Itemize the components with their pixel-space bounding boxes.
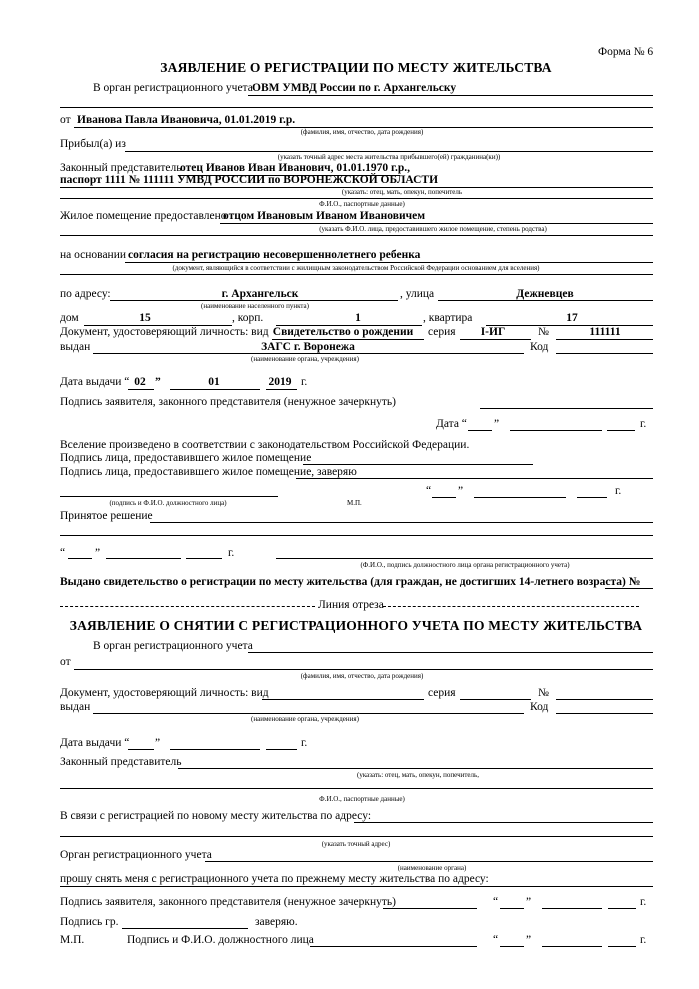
dereg-organ-label: В орган регистрационного учета [93, 640, 253, 652]
arrived-hint: (указать точный адрес места жительства прибывшего(ей) гражданина(ки)) [277, 153, 501, 161]
dereg-legal-rep-line[interactable] [178, 768, 653, 769]
date-month[interactable]: 01 [208, 376, 220, 388]
organ-official-line[interactable] [276, 558, 653, 559]
dereg-certify-label: заверяю. [255, 916, 298, 928]
house-value[interactable]: 15 [139, 312, 151, 324]
date2-label: Дата “ [436, 418, 467, 430]
basis-line [125, 262, 653, 263]
dereg-series-line[interactable] [460, 699, 531, 700]
provider-sig-line[interactable] [303, 464, 533, 465]
issued-line [93, 353, 524, 354]
num-value[interactable]: 111111 [589, 326, 621, 338]
decision-line[interactable] [150, 522, 653, 523]
basis-hint: (документ, являющийся в соответствии с жилищным законодательством Российской Федерации основанием для вселения) [172, 264, 540, 272]
flat-line [486, 325, 653, 326]
organ-official-hint: (Ф.И.О., подпись должностного лица органа регистрационного учета) [360, 561, 570, 569]
registration-title: ЗАЯВЛЕНИЕ О РЕГИСТРАЦИИ ПО МЕСТУ ЖИТЕЛЬСТВА [160, 60, 552, 75]
dereg-request-line[interactable] [60, 886, 653, 887]
dereg-date-suffix: г. [301, 737, 308, 749]
dereg-sig-date-open: “ [493, 896, 499, 908]
legal-rep-label: Законный представитель [60, 162, 182, 174]
dereg-date-quote: ” [155, 737, 161, 749]
date3-close: ” [458, 485, 464, 497]
dereg-new-reg-label: В связи с регистрацией по новому месту жительства по адресу: [60, 810, 372, 822]
num-line [556, 339, 653, 340]
dereg-off-date-open: “ [493, 934, 499, 946]
dereg-sig-date-suffix: г. [640, 896, 647, 908]
date2-quote: ” [494, 418, 500, 430]
dereg-date-day-line[interactable] [128, 749, 154, 750]
dereg-date-year-line[interactable] [266, 749, 297, 750]
date2-day-line[interactable] [468, 430, 492, 431]
date-month-line [170, 389, 260, 390]
dereg-doc-line[interactable] [262, 699, 424, 700]
city-value[interactable]: г. Архангельск [221, 288, 299, 300]
dereg-off-date-day-line[interactable] [500, 946, 524, 947]
street-value[interactable]: Дежневцев [516, 288, 574, 300]
mp-label: М.П. [347, 499, 362, 507]
dereg-organ-line[interactable] [248, 652, 653, 653]
housing-label: Жилое помещение предоставлено [60, 210, 227, 222]
dereg-address-hint: (указать точный адрес) [321, 840, 391, 848]
date4-close: ” [95, 547, 101, 559]
city-hint: (наименование населенного пункта) [201, 302, 309, 310]
doc-value[interactable]: Свидетельство о рождении [272, 326, 414, 338]
dereg-sig-date-day-line[interactable] [500, 908, 524, 909]
dereg-issued-hint: (наименование органа, учреждения) [251, 715, 359, 723]
date-quote: ” [155, 376, 161, 388]
cut-line-label: Линия отреза [318, 599, 384, 611]
dereg-off-date-close: ” [526, 934, 532, 946]
code-line[interactable] [556, 353, 653, 354]
issued-value[interactable]: ЗАГС г. Воронежа [261, 341, 355, 353]
provider-sig-label: Подпись лица, предоставившего жилое помещение [60, 452, 312, 464]
dereg-legal-rep-line-2[interactable] [60, 788, 653, 789]
housing-line [220, 223, 653, 224]
form-number: Форма № 6 [598, 46, 654, 58]
flat-value[interactable]: 17 [566, 312, 578, 324]
date-label: Дата выдачи “ [60, 376, 130, 388]
date2-month-line[interactable] [510, 430, 602, 431]
address-label: по адресу: [60, 288, 111, 300]
dereg-citizen-sig-line[interactable] [122, 928, 248, 929]
city-line [110, 300, 398, 301]
dereg-official-line[interactable] [310, 946, 477, 947]
date3-year-line[interactable] [577, 497, 607, 498]
corp-label: , корп. [232, 312, 264, 324]
date3-month-line[interactable] [474, 497, 566, 498]
dereg-legal-rep-hint-2: Ф.И.О., паспортные данные) [319, 795, 405, 803]
basis-value[interactable]: согласия на регистрацию несовершеннолетнего ребенка [128, 249, 421, 261]
dereg-doc-label: Документ, удостоверяющий личность: вид [60, 687, 269, 699]
dereg-issued-label: выдан [60, 701, 91, 713]
from-value[interactable]: Иванова Павла Ивановича, 01.01.2019 г.р. [77, 114, 296, 126]
issued-hint: (наименование органа, учреждения) [251, 355, 359, 363]
dereg-date-label: Дата выдачи “ [60, 737, 130, 749]
series-label: серия [428, 326, 456, 338]
legal-rep-hint-2: Ф.И.О., паспортные данные) [319, 200, 405, 208]
street-label: , улица [400, 288, 435, 300]
dereg-from-line[interactable] [74, 669, 653, 670]
date4-day-line[interactable] [68, 558, 92, 559]
date-day[interactable]: 02 [134, 376, 146, 388]
housing-value[interactable]: отцом Ивановым Иваном Ивановичем [223, 210, 426, 222]
date4-month-line[interactable] [106, 558, 181, 559]
decision-line-2[interactable] [60, 535, 653, 536]
date4-year-line[interactable] [186, 558, 222, 559]
from-hint: (фамилия, имя, отчество, дата рождения) [300, 128, 424, 136]
house-label: дом [60, 312, 79, 324]
dereg-off-date-year-line[interactable] [608, 946, 636, 947]
dereg-num-line[interactable] [556, 699, 653, 700]
series-line [460, 339, 531, 340]
dereg-organ2-label: Орган регистрационного учета [60, 849, 212, 861]
dereg-from-hint: (фамилия, имя, отчество, дата рождения) [300, 672, 424, 680]
dereg-date-month-line[interactable] [170, 749, 260, 750]
doc-label: Документ, удостоверяющий личность: вид [60, 326, 269, 338]
decision-label: Принятое решение [60, 510, 153, 522]
date-year-line [266, 389, 297, 390]
legal-rep-value-2[interactable]: паспорт 1111 № 111111 УМВД РОССИИ по ВОРОНЕЖСКОЙ ОБЛАСТИ [60, 174, 439, 186]
dereg-off-date-suffix: г. [640, 934, 647, 946]
date3-suffix: г. [615, 485, 622, 497]
certificate-text: Выдано свидетельство о регистрации по месту жительства (для граждан, не достигших 14-летнего возраста) № [60, 576, 641, 588]
provider-certify-line[interactable] [296, 478, 653, 479]
organ-line [248, 95, 653, 96]
dereg-legal-rep-hint-1: (указать: отец, мать, опекун, попечитель, [357, 771, 479, 779]
dereg-legal-rep-label: Законный представитель [60, 756, 182, 768]
dereg-off-date-month-line[interactable] [542, 946, 602, 947]
dereg-sig-date-month-line[interactable] [542, 908, 602, 909]
signature-label: Подпись заявителя, законного представителя (ненужное зачеркнуть) [60, 396, 396, 408]
date-year[interactable]: 2019 [268, 376, 292, 388]
cut-line-right [383, 606, 639, 607]
date4-suffix: г. [228, 547, 235, 559]
doc-line [272, 339, 424, 340]
certificate-number-line[interactable] [605, 588, 653, 589]
blank-line [60, 107, 653, 108]
dereg-request-text: прошу снять меня с регистрационного учета по прежнему месту жительства по адресу: [60, 873, 489, 885]
cut-line-left [60, 606, 315, 607]
basis-label: на основании [60, 249, 127, 261]
date4-open: “ [60, 547, 66, 559]
dereg-code-line[interactable] [556, 713, 653, 714]
dereg-num-label: № [538, 687, 549, 699]
provider-certify-label: Подпись лица, предоставившего жилое помещение, заверяю [60, 466, 357, 478]
date-suffix: г. [301, 376, 308, 388]
date2-year-line[interactable] [607, 430, 635, 431]
date-day-line [128, 389, 154, 390]
corp-value[interactable]: 1 [355, 312, 361, 324]
official-sig-line[interactable] [60, 496, 278, 497]
moved-in-text: Вселение произведено в соответствии с законодательством Российской Федерации. [60, 439, 470, 451]
dereg-official-label: Подпись и Ф.И.О. должностного лица [127, 934, 314, 946]
issued-label: выдан [60, 341, 91, 353]
official-sig-hint: (подпись и Ф.И.О. должностного лица) [109, 499, 227, 507]
dereg-organ2-line[interactable] [205, 861, 653, 862]
organ-label: В орган регистрационного учета [93, 82, 253, 94]
dereg-organ2-hint: (наименование органа) [397, 864, 467, 872]
flat-label: , квартира [423, 312, 473, 324]
arrived-label: Прибыл(а) из [60, 138, 126, 150]
signature-line[interactable] [480, 408, 653, 409]
date2-suffix: г. [640, 418, 647, 430]
deregistration-title: ЗАЯВЛЕНИЕ О СНЯТИИ С РЕГИСТРАЦИОННОГО УЧЕТА ПО МЕСТУ ЖИТЕЛЬСТВА [69, 618, 643, 633]
legal-rep-value-1[interactable]: отец Иванов Иван Иванович, 01.01.1970 г.р., [180, 162, 410, 174]
dereg-code-label: Код [530, 701, 549, 713]
legal-rep-hint-1: (указать: отец, мать, опекун, попечитель [341, 188, 463, 196]
dereg-new-reg-line[interactable] [354, 822, 653, 823]
dereg-sig-date-close: ” [526, 896, 532, 908]
dereg-issued-line[interactable] [93, 713, 524, 714]
street-line [438, 300, 653, 301]
arrived-line[interactable] [125, 151, 653, 152]
series-value[interactable]: I-ИГ [480, 326, 506, 338]
legal-rep-line-3 [60, 198, 653, 199]
dereg-signature-line[interactable] [383, 908, 477, 909]
dereg-signature-label: Подпись заявителя, законного представителя (ненужное зачеркнуть) [60, 896, 396, 908]
code-label: Код [530, 341, 549, 353]
date3-open: “ [426, 485, 432, 497]
blank-line [60, 274, 653, 275]
dereg-sig-date-year-line[interactable] [608, 908, 636, 909]
num-label: № [538, 326, 549, 338]
dereg-mp-label: М.П. [60, 934, 85, 946]
dereg-citizen-sig-label: Подпись гр. [60, 916, 119, 928]
dereg-from-label: от [60, 656, 71, 668]
date3-day-line[interactable] [432, 497, 456, 498]
from-label: от [60, 114, 71, 126]
blank-line [60, 235, 653, 236]
housing-hint: (указать Ф.И.О. лица, предоставившего жилое помещение, степень родства) [319, 225, 547, 233]
dereg-new-reg-line-2[interactable] [60, 836, 653, 837]
organ-value[interactable]: ОВМ УМВД России по г. Архангельску [252, 82, 457, 94]
dereg-series-label: серия [428, 687, 456, 699]
